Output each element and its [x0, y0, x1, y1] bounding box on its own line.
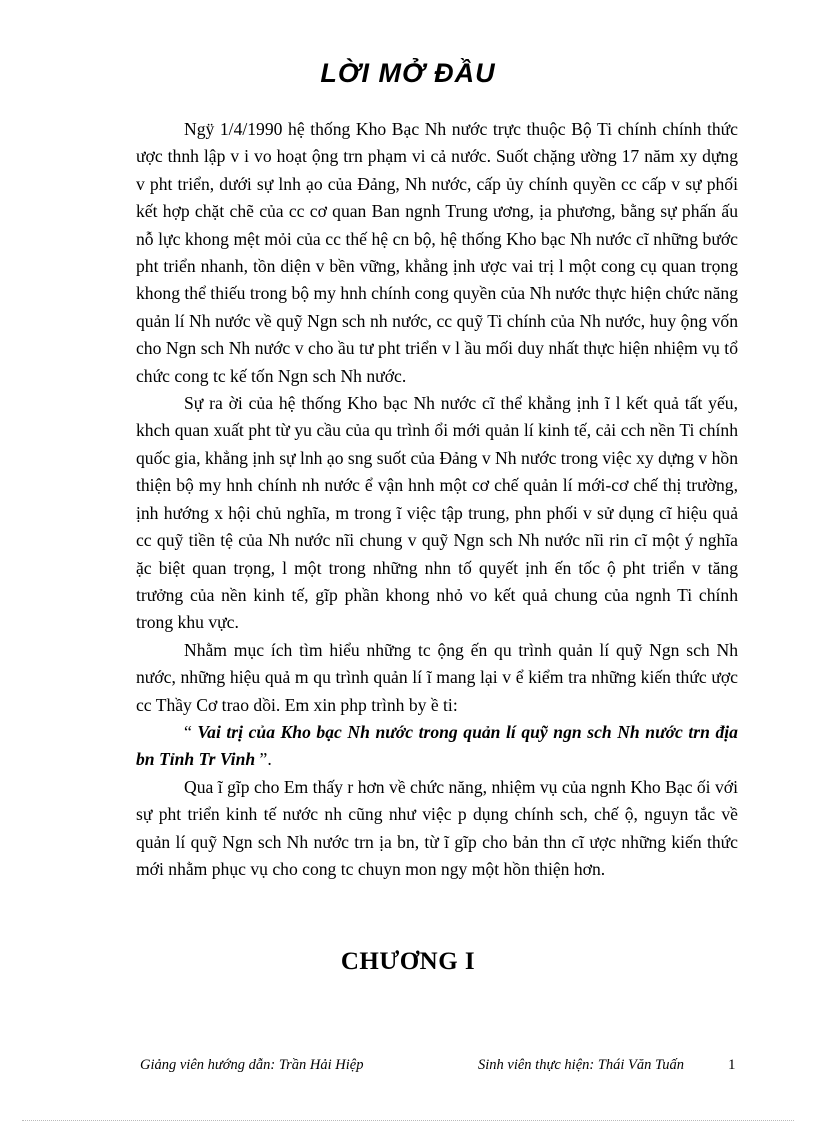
body-text	[136, 116, 738, 883]
quote-close: ”.	[255, 749, 272, 770]
footer-student: Sinh viên thực hiện: Thái Văn Tuấn	[478, 1057, 685, 1073]
paragraph-2: Sự ra ời của hệ thống Kho bạc Nh nước cĩ thể khẳng ịnh ĩ l kết quả tất yếu, khch quan xuất pht từ yu cầu của qu trình ổi mới quản lí kinh tế, cải cch nền Ti chính quốc gia, khẳng ịnh sự lnh ạo sng suốt của Đảng v Nh nước trong việc xy dựng v hồn thiện bộ my hnh chính nh nước ể vận hnh một cơ chế quản lí mới-cơ chế thị trường, ịnh hướng x hội chủ nghĩa, m trong ĩ việc tập trung, phn phối v sử dụng cĩ hiệu quả cc quỹ tiền tệ của Nh nước nĩi chung v quỹ Ngn sch Nh nước nĩi rin cĩ một ý nghĩa ặc biệt quan trọng, l một trong những nhn tố quyết ịnh ến tốc ộ pht triển v tăng trưởng của nền kinh tế, gĩp phần khong nhỏ vo kết quả chung của ngnh Ti chính trong khu vực.	[136, 393, 738, 633]
thesis-topic	[136, 719, 738, 774]
page-number: 1	[728, 1057, 736, 1073]
page-title: LỜI MỞ ĐẦU	[320, 58, 496, 88]
footer-advisor: Giảng viên hướng dẫn: Trần Hải Hiệp	[140, 1057, 364, 1073]
paragraph-4: Qua ĩ gĩp cho Em thấy r hơn về chức năng, nhiệm vụ của ngnh Kho Bạc ối với sự pht triển kinh tế nước nh cũng như việc p dụng chính sch, chế ộ, nguyn tắc về quản lí quỹ Ngn sch Nh nước trn ịa bn, từ ĩ gĩp cho bản thn cĩ ược những kiến thức mới nhằm phục vụ cho cong tc chuyn mon ngy một hồn thiện hơn.	[136, 776, 738, 879]
paragraph-1: Ngÿ 1/4/1990 hệ thống Kho Bạc Nh nước trực thuộc Bộ Ti chính chính thức ược thnh lập v i vo hoạt ộng trn phạm vi cả nước. Suốt chặng ường 17 năm xy dựng v pht triển, dưới sự lnh ạo của Đảng, Nh nước, cấp ủy chính quyền cc cấp v sự phối kết hợp chặt chẽ của cc cơ quan Ban ngnh Trung ương, ịa phương, bằng sự phấn ấu nỗ lực khong mệt mỏi của cc thế hệ cn bộ, hệ thống Kho bạc Nh nước cĩ những bước pht triển nhanh, tồn diện v bền vững, khẳng ịnh ược vai trị l một cong cụ quan trọng khong thể thiếu trong bộ my hnh chính cong quyền của Nh nước thực hiện chức năng quản lí Nh nước về quỹ Ngn sch nh nước, cc quỹ Ti chính của Nh nước, huy ộng vốn cho Ngn sch Nh nước v cho ầu tư pht triển v l ầu mối duy nhất thực hiện nhiệm vụ tổ chức cong tc kế tốn Ngn sch Nh nước.	[136, 119, 738, 386]
quote-open: “	[184, 721, 198, 742]
paragraph-3: Nhằm mục ích tìm hiểu những tc ộng ến qu trình quản lí quỹ Ngn sch Nh nước, những hiệu quả m qu trình quản lí ĩ mang lại v ể kiểm tra những kiến thức ược cc Thầy Cơ trao dồi. Em xin php trình by ề ti:	[136, 639, 738, 715]
chapter-heading: CHƯƠNG I	[340, 948, 476, 975]
thesis-topic-title: Vai trị của Kho bạc Nh nước trong quản lí quỹ ngn sch Nh nước trn địa bn Tỉnh Tr Vinh	[136, 721, 738, 770]
page-bottom-divider	[22, 1120, 794, 1121]
